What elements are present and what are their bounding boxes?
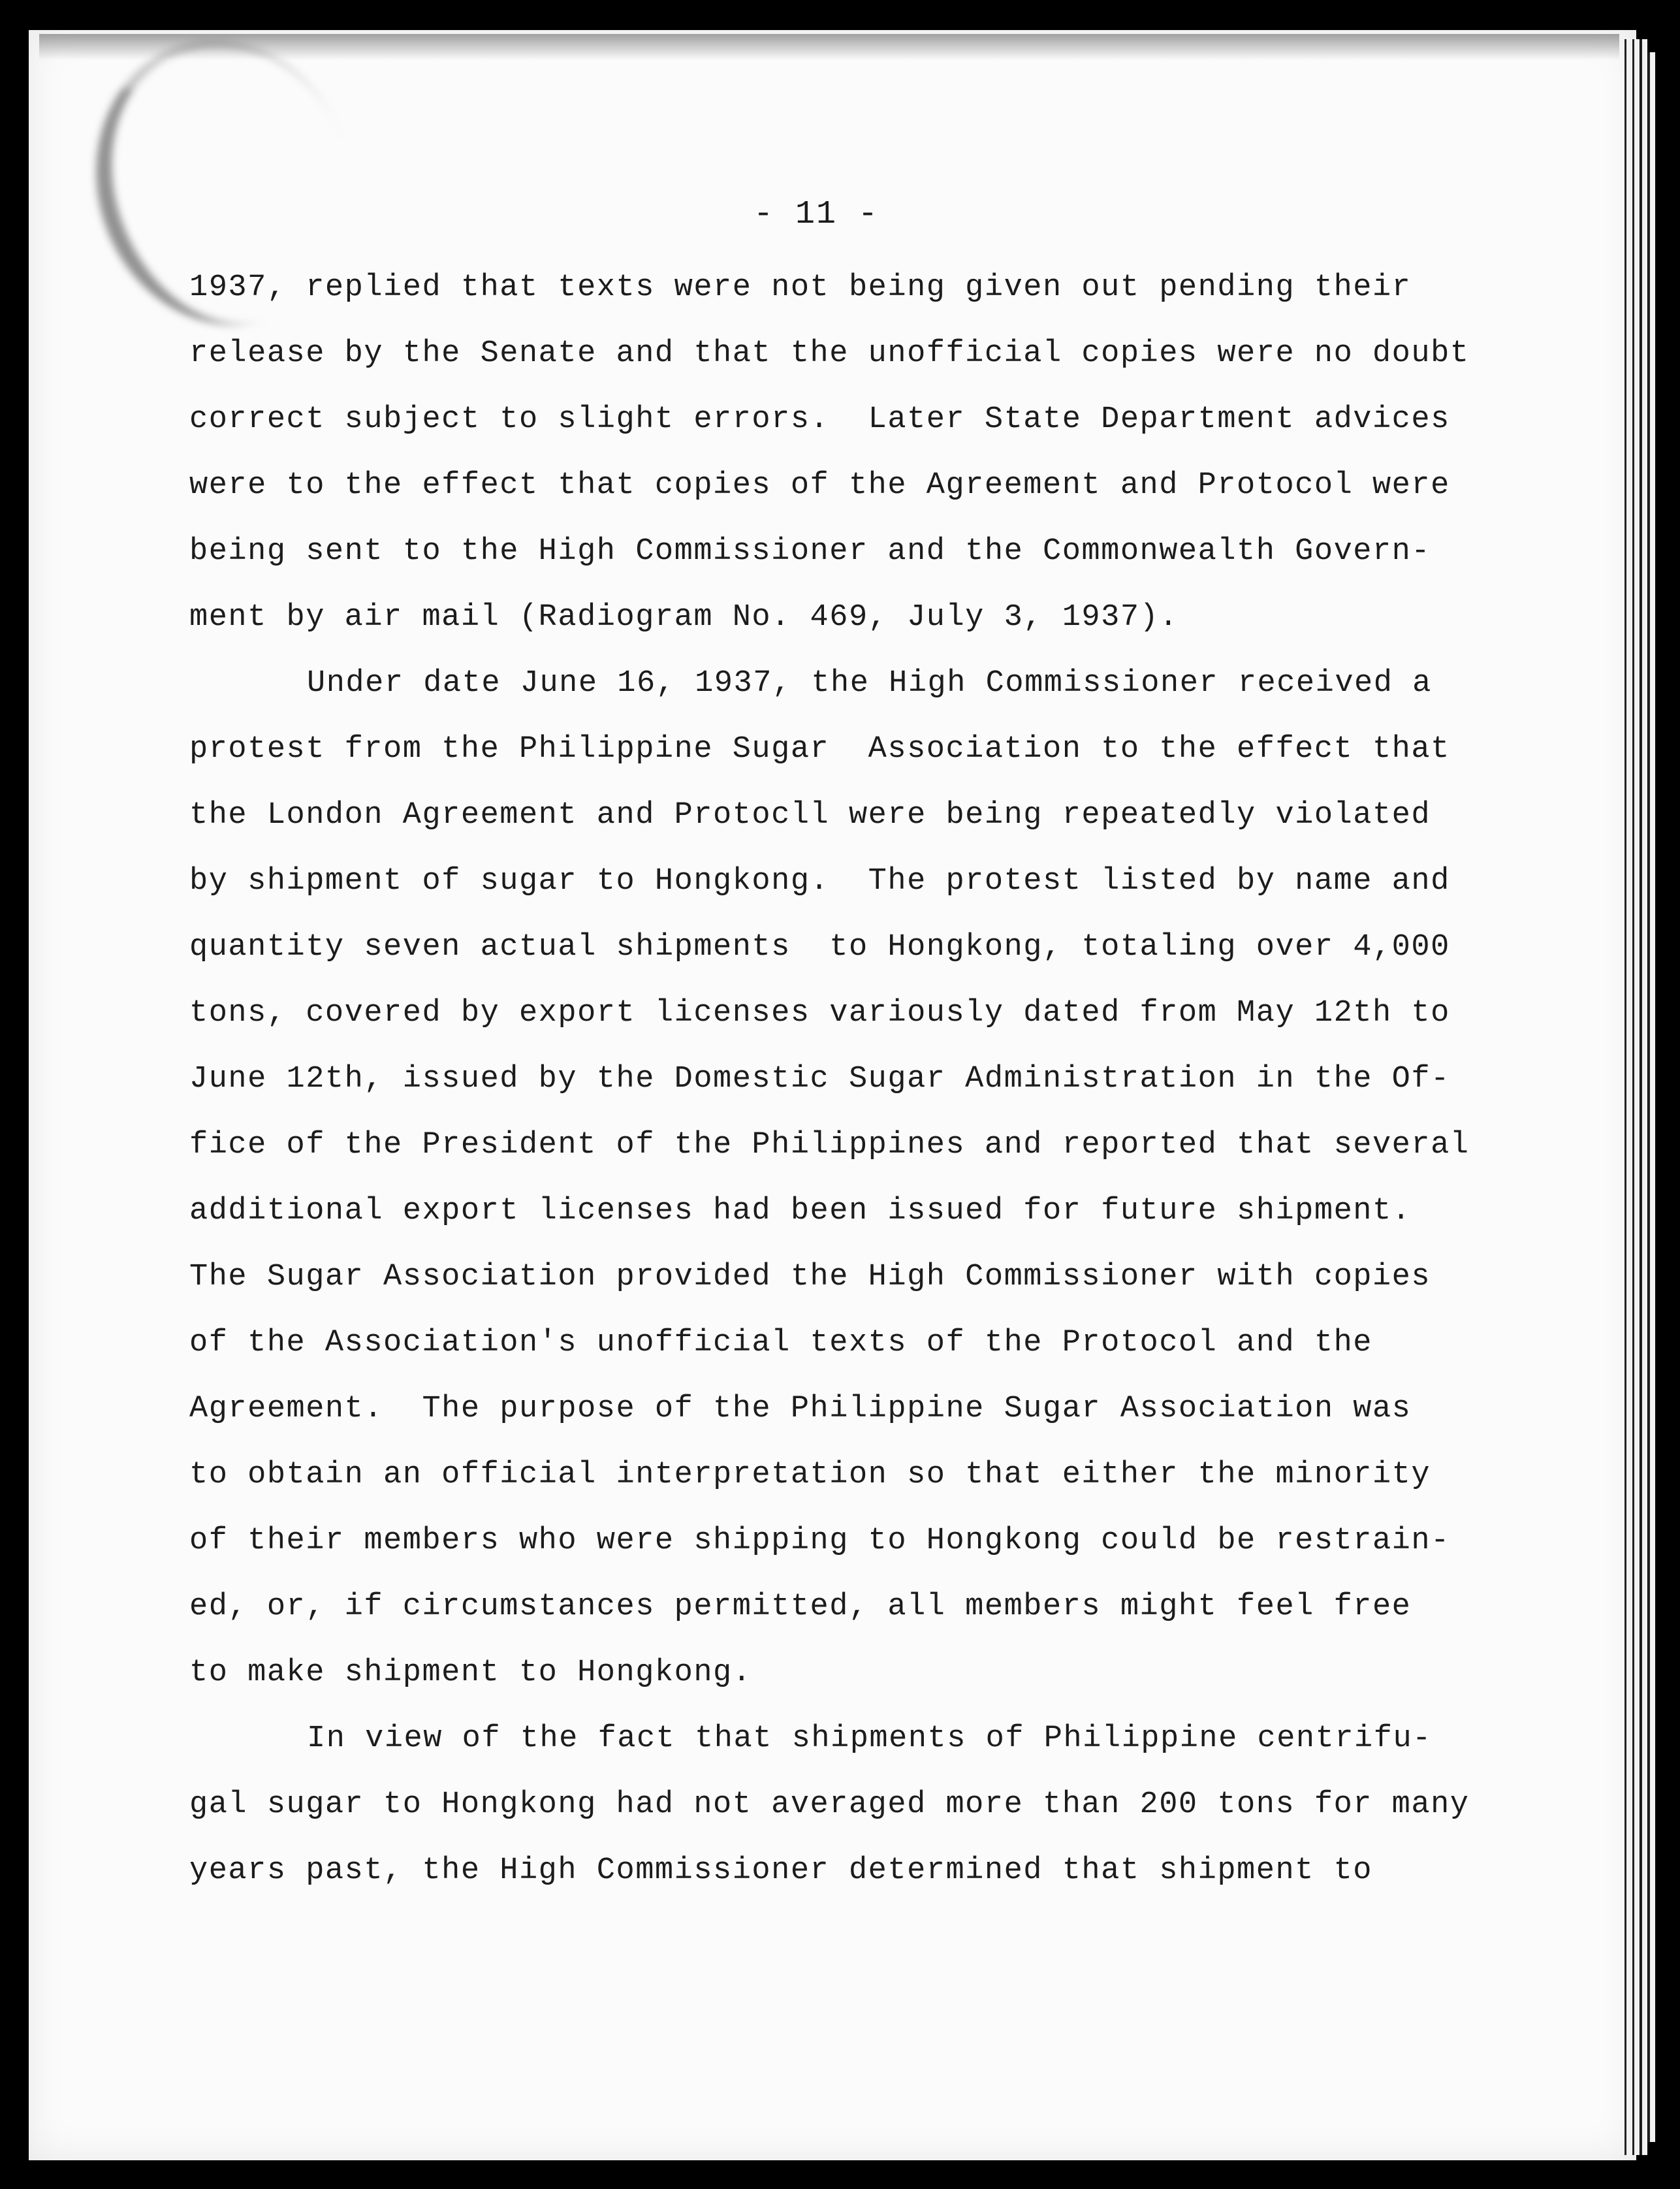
text-line: June 12th, issued by the Domestic Sugar Administration in the Of-	[189, 1062, 1450, 1096]
text-line: In view of the fact that shipments of Philippine centrifu-	[307, 1721, 1432, 1756]
scan-shadow	[39, 34, 1619, 60]
text-line: years past, the High Commissioner determined that shipment to	[189, 1853, 1372, 1888]
text-line: additional export licenses had been issued for future shipment.	[189, 1194, 1412, 1228]
text-line: release by the Senate and that the unofficial copies were no doubt	[189, 336, 1470, 371]
page-edge	[1625, 39, 1632, 2155]
page-edge	[1640, 39, 1647, 2155]
text-line: 1937, replied that texts were not being given out pending their	[189, 270, 1412, 305]
text-line: of their members who were shipping to Hongkong could be restrain-	[189, 1524, 1450, 1558]
page-number: - 11 -	[753, 196, 880, 233]
text-line: the London Agreement and Protocll were being repeatedly violated	[189, 798, 1431, 833]
text-line: being sent to the High Commissioner and the Commonwealth Govern-	[189, 534, 1431, 569]
text-line: ment by air mail (Radiogram No. 469, July 3, 1937).	[189, 600, 1179, 635]
text-line: were to the effect that copies of the Agreement and Protocol were	[189, 468, 1450, 503]
text-line: correct subject to slight errors. Later State Department advices	[189, 402, 1450, 437]
text-line: Agreement. The purpose of the Philippine Sugar Association was	[189, 1392, 1412, 1426]
text-line: tons, covered by export licenses variously dated from May 12th to	[189, 996, 1450, 1031]
text-line: by shipment of sugar to Hongkong. The protest listed by name and	[189, 864, 1450, 899]
body-text	[189, 255, 1515, 1904]
text-line: to obtain an official interpretation so that either the minority	[189, 1458, 1431, 1492]
text-line: to make shipment to Hongkong.	[189, 1655, 752, 1690]
text-line: fice of the President of the Philippines and reported that several	[189, 1128, 1470, 1162]
page-edge	[1632, 39, 1640, 2155]
text-line: of the Association's unofficial texts of the Protocol and the	[189, 1326, 1372, 1360]
text-line: gal sugar to Hongkong had not averaged more than 200 tons for many	[189, 1787, 1470, 1822]
text-line: quantity seven actual shipments to Hongkong, totaling over 4,000	[189, 930, 1450, 965]
text-line: Under date June 16, 1937, the High Commissioner received a	[307, 666, 1432, 701]
text-line: The Sugar Association provided the High Commissioner with copies	[189, 1260, 1431, 1294]
text-line: ed, or, if circumstances permitted, all members might feel free	[189, 1590, 1412, 1624]
page-edge	[1648, 52, 1655, 2142]
text-line: protest from the Philippine Sugar Association to the effect that	[189, 732, 1450, 767]
